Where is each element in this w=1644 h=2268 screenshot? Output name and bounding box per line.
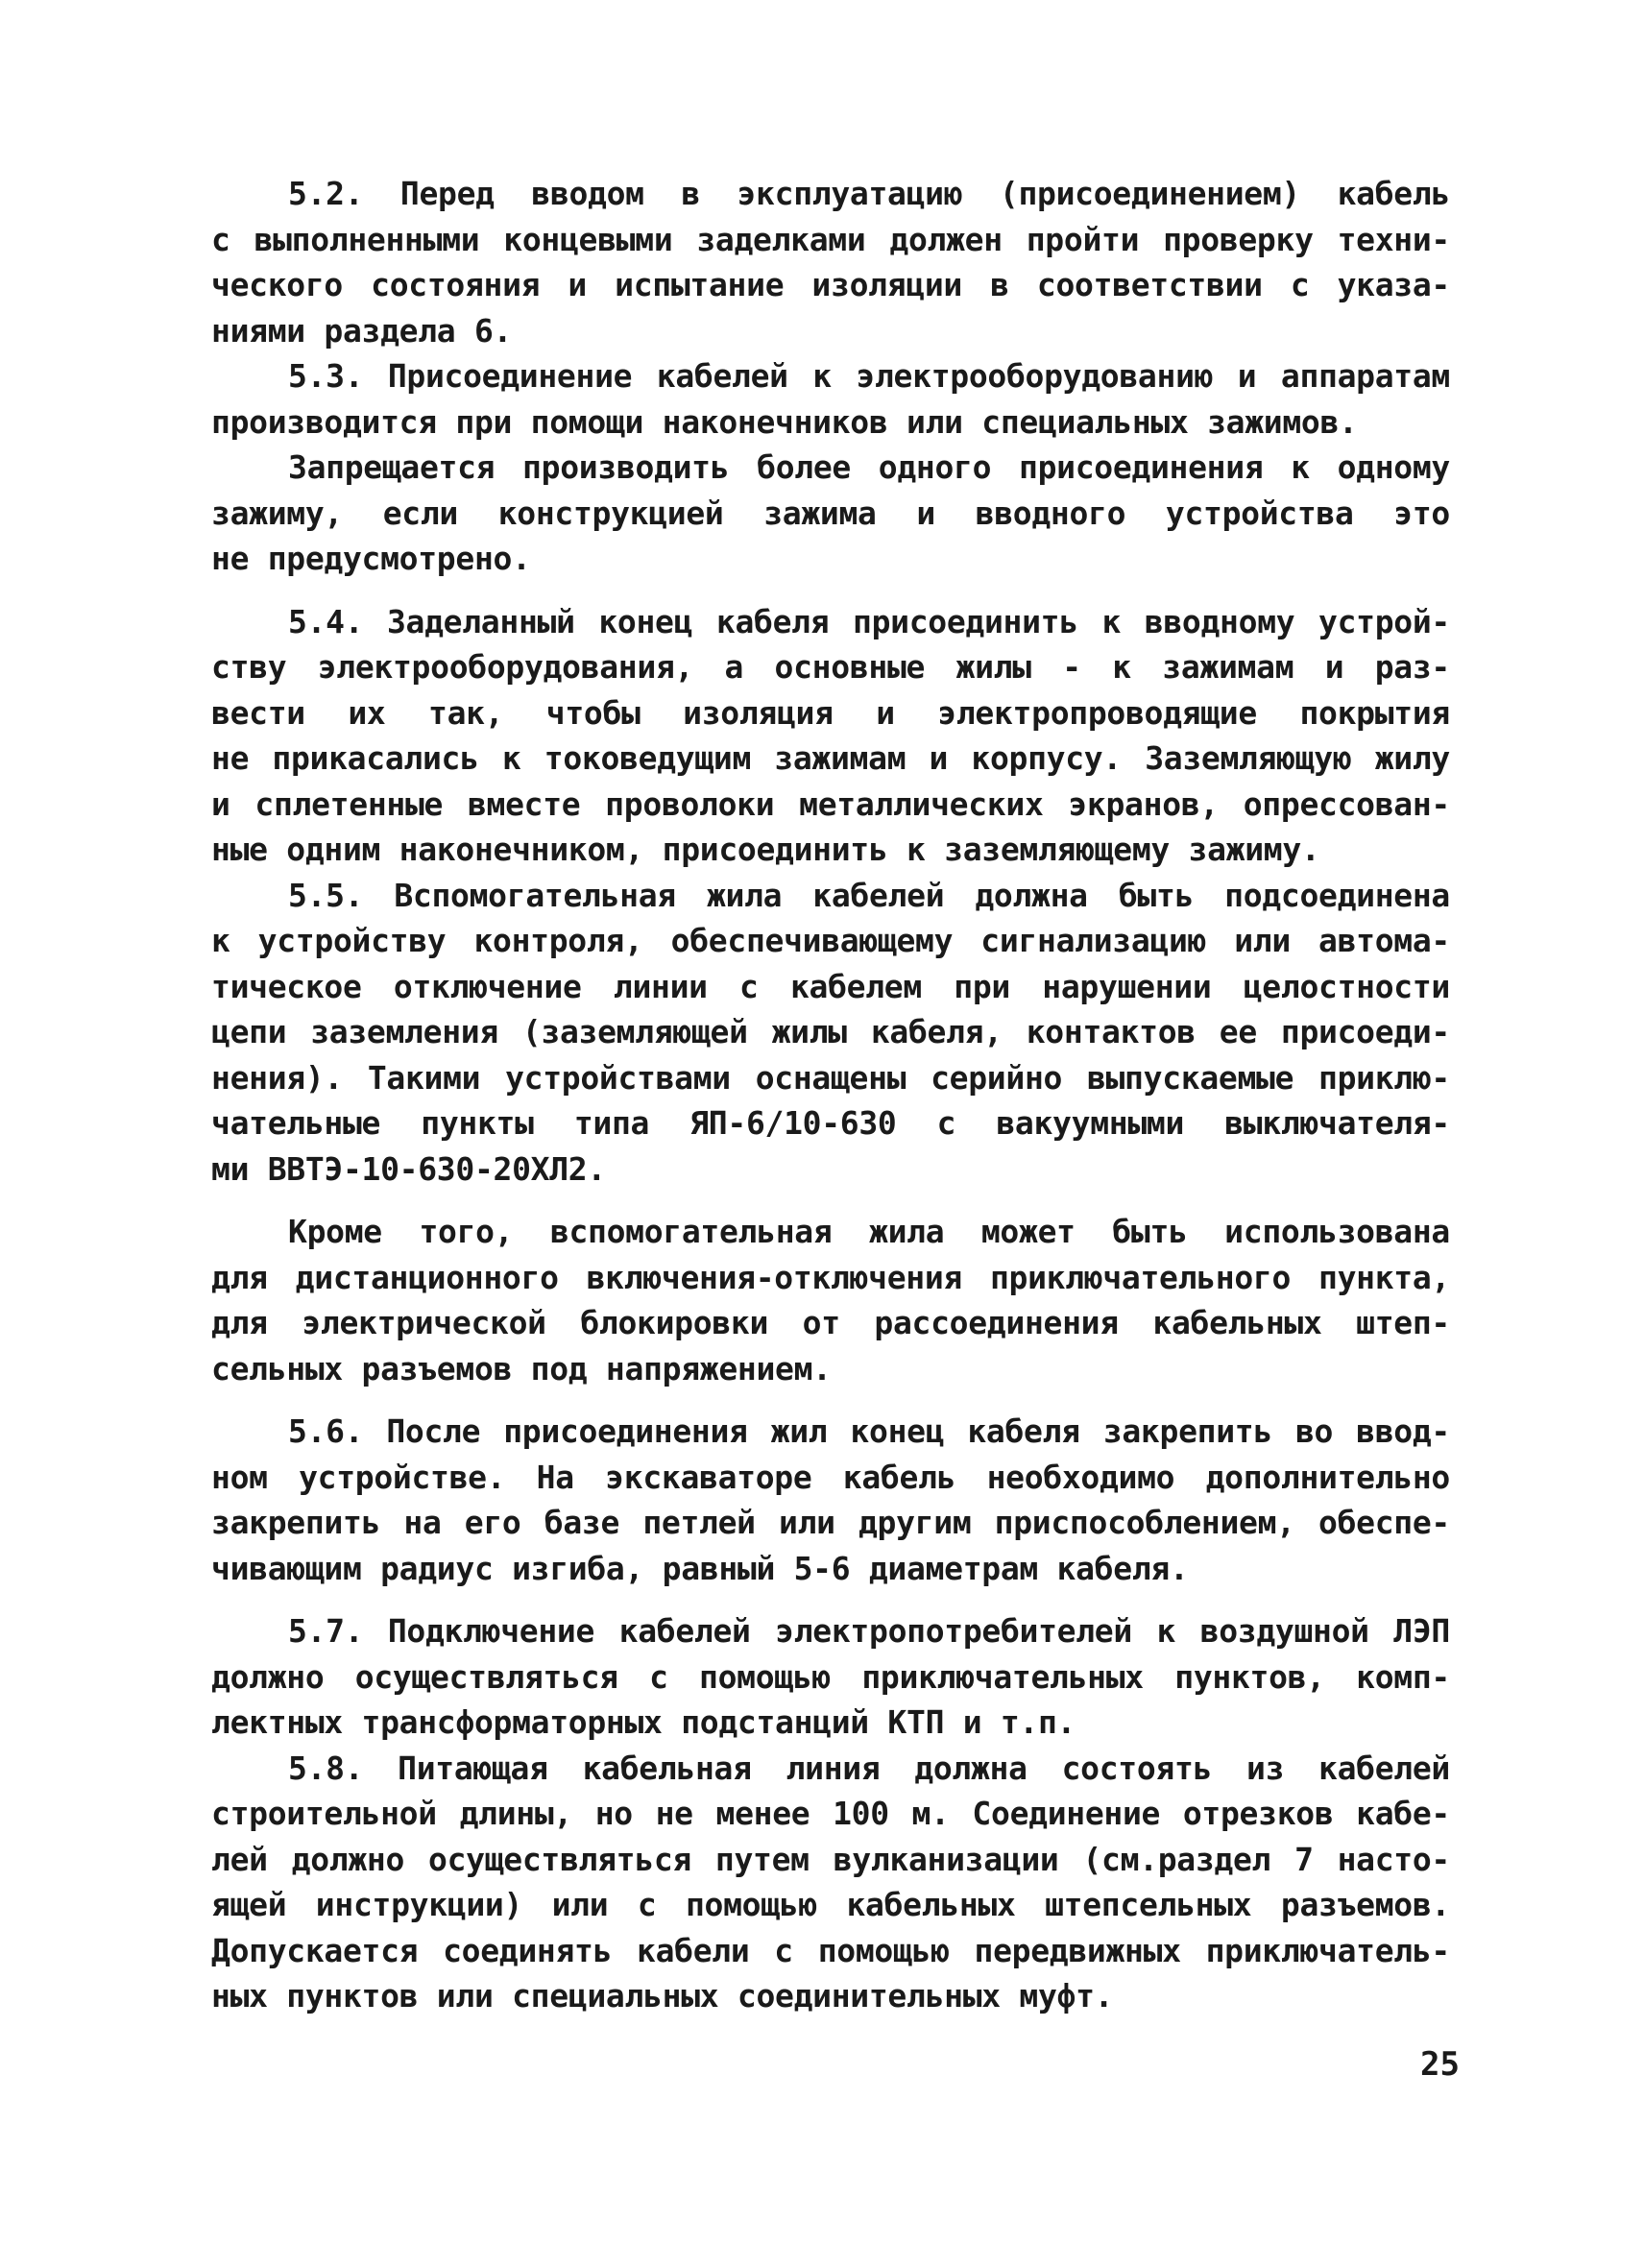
paragraph-5-5-line: 5.5. Вспомогательная жила кабелей должна быть подсоединена bbox=[288, 876, 1450, 914]
paragraph-5-7-line: 5.7. Подключение кабелей электропотребителей к воздушной ЛЭП bbox=[288, 1612, 1450, 1650]
paragraph-gap bbox=[211, 582, 1450, 599]
paragraph-5-2-line: ниями раздела 6. bbox=[211, 311, 513, 350]
paragraph-5-3b-line: зажиму, если конструкцией зажима и вводного устройства это bbox=[211, 494, 1450, 532]
paragraph-5-5-line: нения). Такими устройствами оснащены серийно выпускаемые приклю- bbox=[211, 1058, 1450, 1097]
paragraph-5-8-line: Допускается соединять кабели с помощью передвижных приключатель- bbox=[211, 1931, 1450, 1969]
paragraph-5-4-line: не прикасались к токоведущим зажимам и корпусу. Заземляющую жилу bbox=[211, 739, 1450, 777]
paragraph-5-2-line: 5.2. Перед вводом в эксплуатацию (присоединением) кабель bbox=[288, 175, 1450, 212]
paragraph-5-6-line: 5.6. После присоединения жил конец кабеля закрепить во ввод- bbox=[288, 1412, 1450, 1450]
paragraph-gap bbox=[211, 1391, 1450, 1409]
body-text bbox=[211, 171, 1450, 2019]
paragraph-5-2-line: ческого состояния и испытание изоляции в соответствии с указа- bbox=[211, 266, 1450, 303]
paragraph-5-5-line: тическое отключение линии с кабелем при нарушении целостности bbox=[211, 967, 1450, 1005]
page-number: 25 bbox=[1420, 2045, 1460, 2084]
paragraph-5-8-line: ящей инструкции) или с помощью кабельных штепсельных разъемов. bbox=[211, 1886, 1450, 1923]
paragraph-5-6-line: ном устройстве. На экскаваторе кабель необходимо дополнительно bbox=[211, 1458, 1450, 1496]
paragraph-5-2-line: с выполненными концевыми заделками должен пройти проверку техни- bbox=[211, 220, 1450, 258]
paragraph-5-5b-line: для электрической блокировки от рассоединения кабельных штеп- bbox=[211, 1304, 1450, 1341]
paragraph-5-7-line: должно осуществляться с помощью приключательных пунктов, комп- bbox=[211, 1657, 1450, 1696]
paragraph-5-3b-line: Запрещается производить более одного присоединения к одному bbox=[288, 448, 1450, 486]
paragraph-5-8-line: ных пунктов или специальных соединительных муфт. bbox=[211, 1977, 1114, 2015]
paragraph-5-8-line: лей должно осуществляться путем вулканизации (см.раздел 7 насто- bbox=[211, 1840, 1450, 1878]
paragraph-gap bbox=[211, 1591, 1450, 1608]
paragraph-5-4-line: и сплетенные вместе проволоки металлических экранов, опрессован- bbox=[211, 784, 1450, 823]
paragraph-5-4-line: вести их так, чтобы изоляция и электропроводящие покрытия bbox=[211, 693, 1450, 732]
paragraph-5-7-line: лектных трансформаторных подстанций КТП и т.п. bbox=[211, 1703, 1076, 1741]
paragraph-5-4-line: 5.4. Заделанный конец кабеля присоединить к вводному устрой- bbox=[288, 602, 1450, 640]
paragraph-5-5-line: к устройству контроля, обеспечивающему сигнализацию или автома- bbox=[211, 922, 1450, 959]
paragraph-gap bbox=[211, 1192, 1450, 1209]
paragraph-5-5b-line: сельных разъемов под напряжением. bbox=[211, 1349, 832, 1387]
paragraph-5-6-line: закрепить на его базе петлей или другим приспособлением, обеспе- bbox=[211, 1504, 1450, 1541]
paragraph-5-3-line: 5.3. Присоединение кабелей к электрооборудованию и аппаратам bbox=[288, 357, 1450, 395]
paragraph-5-4-line: ству электрооборудования, а основные жилы - к зажимам и раз- bbox=[211, 648, 1450, 686]
paragraph-5-6-line: чивающим радиус изгиба, равный 5-6 диаметрам кабеля. bbox=[211, 1549, 1189, 1587]
paragraph-5-5-line: ми ВВТЭ-10-630-20ХЛ2. bbox=[211, 1149, 606, 1188]
paragraph-5-5-line: чательные пункты типа ЯП-6/10-630 с вакуумными выключателя- bbox=[211, 1104, 1450, 1142]
paragraph-5-3b-line: не предусмотрено. bbox=[211, 540, 531, 577]
paragraph-5-8-line: строительной длины, но не менее 100 м. Соединение отрезков кабе- bbox=[211, 1795, 1450, 1832]
paragraph-5-5b-line: Кроме того, вспомогательная жила может быть использована bbox=[288, 1213, 1450, 1250]
paragraph-5-4-line: ные одним наконечником, присоединить к заземляющему зажиму. bbox=[211, 831, 1320, 868]
paragraph-5-8-line: 5.8. Питающая кабельная линия должна состоять из кабелей bbox=[288, 1749, 1450, 1787]
paragraph-5-5-line: цепи заземления (заземляющей жилы кабеля, контактов ее присоеди- bbox=[211, 1013, 1450, 1050]
paragraph-5-3-line: производится при помощи наконечников или специальных зажимов. bbox=[211, 402, 1358, 441]
paragraph-5-5b-line: для дистанционного включения-отключения приключательного пункта, bbox=[211, 1258, 1450, 1296]
